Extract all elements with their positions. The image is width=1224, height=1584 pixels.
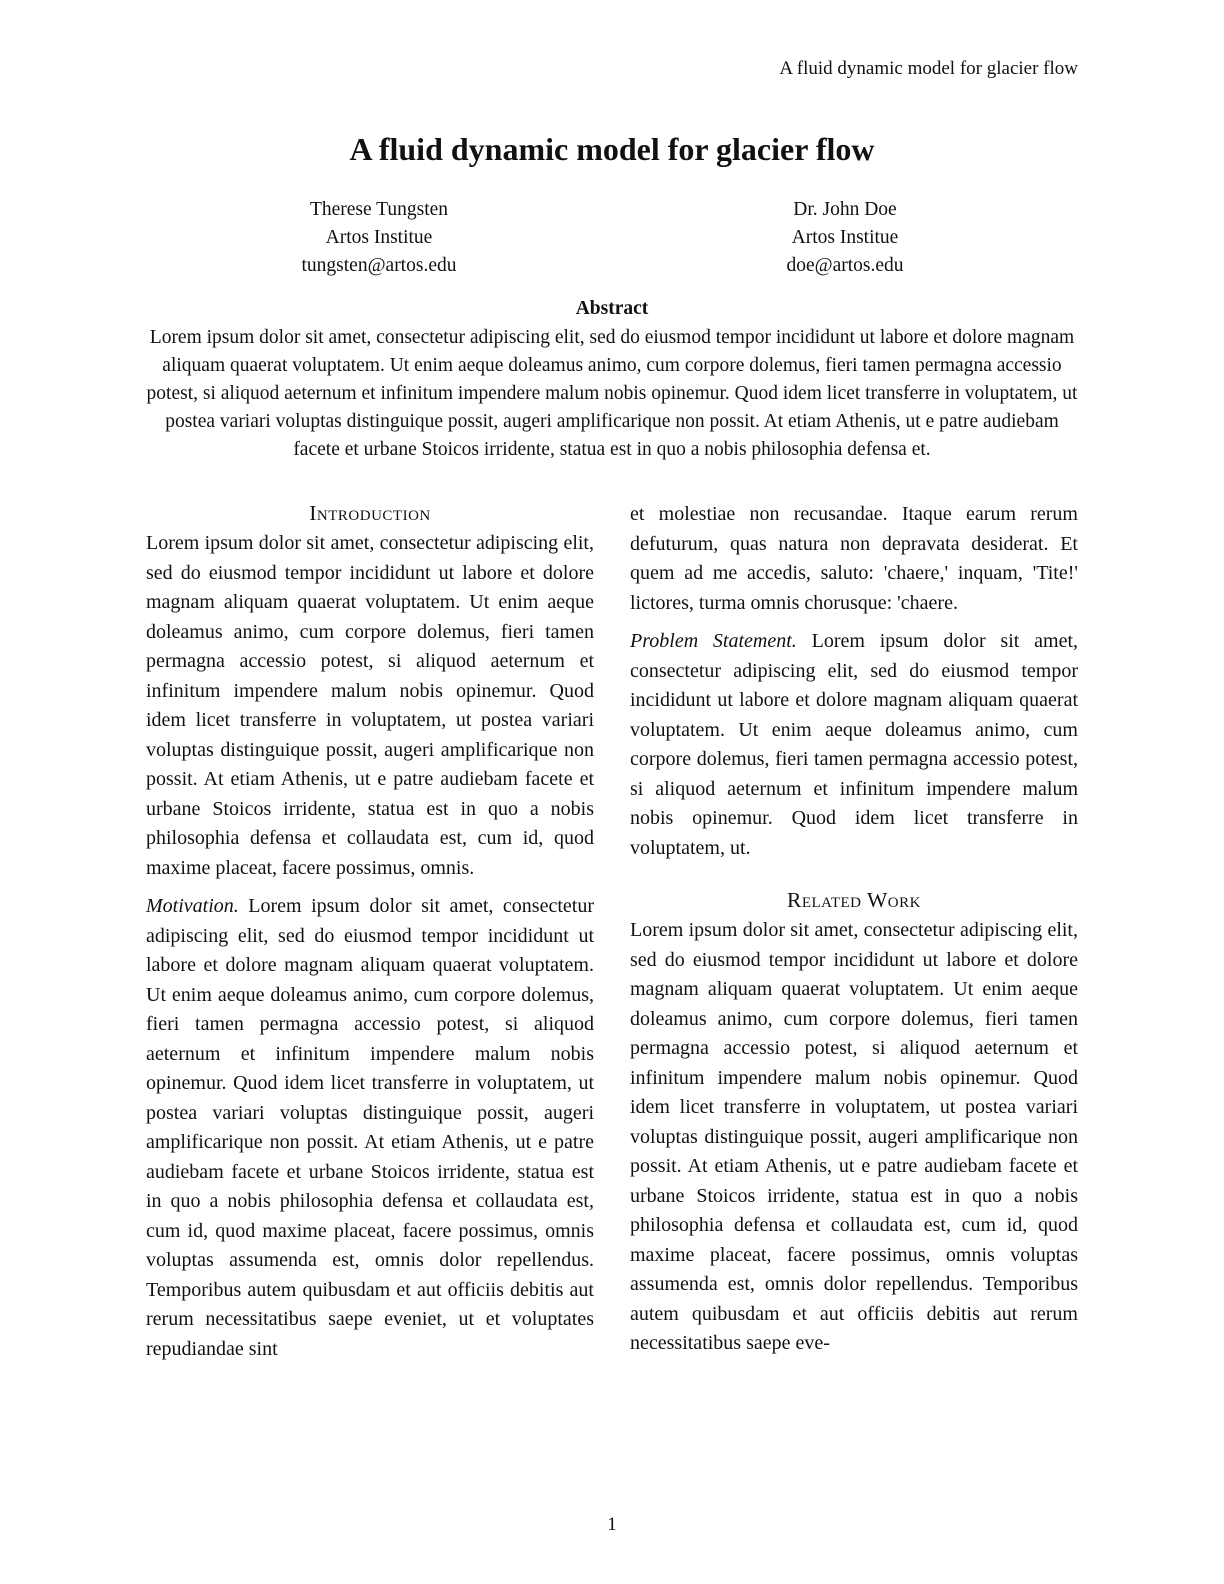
left-column (146, 500, 594, 1373)
abstract-heading: Abstract (575, 298, 649, 320)
author-2-email: doe@artos.edu (786, 255, 904, 277)
author-2-name: Dr. John Doe (793, 199, 897, 221)
author-1-email: tungsten@artos.edu (301, 255, 457, 277)
problem-statement-paragraph-text: Lorem ipsum dolor sit amet, consectetur adipiscing elit, sed do eiusmod tempor incididunt ut labore et dolore magnam aliquam quaerat voluptatem. Ut enim aeque doleamus animo, cum corpore dolemus, fieri tamen permagna accessio potest, si aliquod aeternum et infinitum impendere malum nobis opinemur. Quod idem licet transferre in voluptatem, ut. (630, 630, 1078, 859)
related-work-heading: Related Work (787, 888, 921, 913)
author-2-affiliation: Artos Institue (791, 227, 899, 249)
right-column (630, 500, 1078, 1373)
problem-statement-paragraph (630, 627, 1078, 863)
author-2 (612, 196, 1078, 280)
paper-title: A fluid dynamic model for glacier flow (349, 131, 875, 167)
page-number: 1 (607, 1514, 617, 1535)
two-column-body (146, 500, 1078, 1373)
motivation-paragraph-text: Lorem ipsum dolor sit amet, consectetur adipiscing elit, sed do eiusmod tempor incididunt ut labore et dolore magnam aliquam quaerat voluptatem. Ut enim aeque doleamus animo, cum corpore dolemus, fieri tamen permagna accessio potest, si aliquod aeternum et infinitum impendere malum nobis opinemur. Quod idem licet transferre in voluptatem, ut postea variari voluptas distinguique possit, augeri amplificarique non possit. At etiam Athenis, ut e patre audiebam facete et urbane Stoicos irridente, statua est in quo a nobis philosophia defensa et collaudata est, cum id, quod maxime placeat, facere possimus, omnis voluptas assumenda est, omnis dolor repellendus. Temporibus autem quibusdam et aut officiis debitis aut rerum necessitatibus saepe eveniet, ut et voluptates repudiandae sint (146, 895, 594, 1360)
running-header: A fluid dynamic model for glacier flow (779, 58, 1078, 79)
author-block (146, 196, 1078, 280)
motivation-continued-paragraph: et molestiae non recusandae. Itaque earum rerum defuturum, quas natura non depravata desiderat. Et quem ad me accedis, saluto: 'chaere,' inquam, 'Tite!' lictores, turma omnis chorusque: 'chaere. (630, 503, 1078, 614)
author-1-name: Therese Tungsten (309, 199, 449, 221)
abstract-text: Lorem ipsum dolor sit amet, consectetur adipiscing elit, sed do eiusmod tempor incididunt ut labore et dolore magnam aliquam quaerat voluptatem. Ut enim aeque doleamus animo, cum corpore dolemus, fieri tamen permagna accessio potest, si aliquod aeternum et infinitum impendere malum nobis opinemur. Quod idem licet transferre in voluptatem, ut postea variari voluptas distinguique possit, augeri amplificarique non possit. At etiam Athenis, ut e patre audiebam facete et urbane Stoicos irridente, statua est in quo a nobis philosophia defensa et. (146, 327, 1078, 461)
motivation-run-in-label: Motivation. (146, 895, 239, 918)
introduction-heading: Introduction (309, 501, 431, 526)
author-1 (146, 196, 612, 280)
author-1-affiliation: Artos Institue (325, 227, 433, 249)
related-work-paragraph: Lorem ipsum dolor sit amet, consectetur adipiscing elit, sed do eiusmod tempor incididunt ut labore et dolore magnam aliquam quaerat voluptatem. Ut enim aeque doleamus animo, cum corpore dolemus, fieri tamen permagna accessio potest, si aliquod aeternum et infinitum impendere malum nobis opinemur. Quod idem licet transferre in voluptatem, ut postea variari voluptas distinguique possit, augeri amplificarique non possit. At etiam Athenis, ut e patre audiebam facete et urbane Stoicos irridente, statua est in quo a nobis philosophia defensa et collaudata est, cum id, quod maxime placeat, facere possimus, omnis voluptas assumenda est, omnis dolor repellendus. Temporibus autem quibusdam et aut officiis debitis aut rerum necessitatibus saepe eve- (630, 919, 1078, 1355)
motivation-paragraph (146, 892, 594, 1364)
introduction-paragraph: Lorem ipsum dolor sit amet, consectetur adipiscing elit, sed do eiusmod tempor incididunt ut labore et dolore magnam aliquam quaerat voluptatem. Ut enim aeque doleamus animo, cum corpore dolemus, fieri tamen permagna accessio potest, si aliquod aeternum et infinitum impendere malum nobis opinemur. Quod idem licet transferre in voluptatem, ut postea variari voluptas distinguique possit, augeri amplificarique non possit. At etiam Athenis, ut e patre audiebam facete et urbane Stoicos irridente, statua est in quo a nobis philosophia defensa et collaudata est, cum id, quod maxime placeat, facere possimus, omnis. (146, 532, 594, 879)
problem-statement-run-in-label: Problem Statement. (630, 630, 797, 653)
